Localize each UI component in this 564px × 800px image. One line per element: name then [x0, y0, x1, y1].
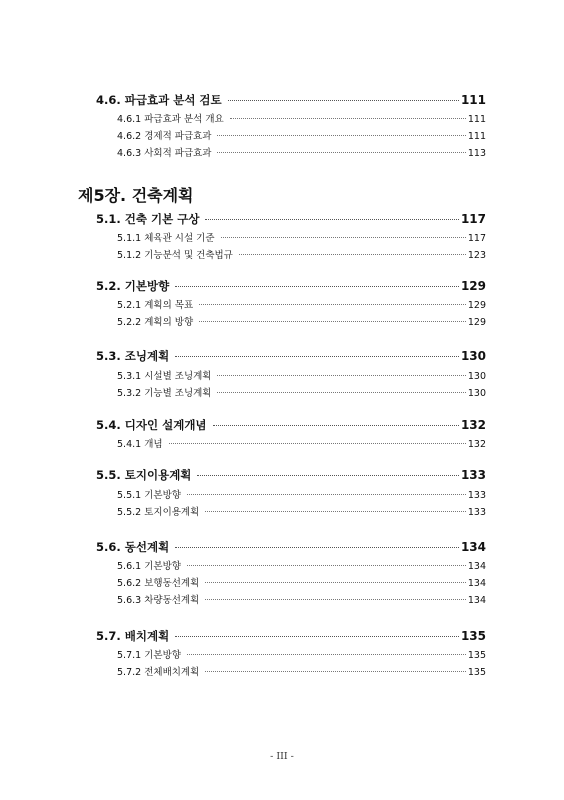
toc-entry-title: 5.1.1 체육관 시설 기준	[117, 233, 215, 244]
toc-entry-4-6	[96, 92, 486, 108]
toc-entry-5-6-1	[117, 558, 486, 572]
toc-entry-title: 5.1. 건축 기본 구상	[96, 212, 200, 226]
toc-entry-title: 5.6.1 기본방향	[117, 561, 181, 572]
toc-entry-title: 5.5.2 토지이용계획	[117, 507, 200, 518]
leader-dots	[175, 547, 459, 548]
leader-dots	[205, 582, 466, 583]
toc-entry-title: 5.2. 기본방향	[96, 279, 170, 293]
leader-dots	[199, 304, 466, 305]
toc-entry-title: 5.2.2 계획의 방향	[117, 317, 194, 328]
leader-dots	[175, 356, 459, 357]
leader-dots	[169, 443, 466, 444]
leader-dots	[221, 237, 466, 238]
toc-entry-title: 5.6.2 보행동선계획	[117, 578, 200, 589]
toc-page-number: 117	[460, 212, 486, 226]
toc-entry-title: 5.6. 동선계획	[96, 540, 170, 554]
toc-page-number: 117	[467, 233, 486, 244]
toc-page-number: 135	[467, 667, 486, 678]
leader-dots	[217, 135, 465, 136]
toc-entry-4-6-1	[117, 111, 486, 125]
toc-entry-title: 5.3.1 시설별 조닝계획	[117, 371, 212, 382]
toc-entry-5-6	[96, 539, 486, 555]
leader-dots	[217, 375, 465, 376]
chapter-heading: 제5장. 건축계획	[78, 186, 194, 205]
page-footer-number: - III -	[270, 751, 294, 762]
toc-entry-5-4	[96, 417, 486, 433]
toc-entry-title: 5.4.1 개념	[117, 439, 163, 450]
toc-page-number: 135	[467, 650, 486, 661]
toc-entry-title: 5.3. 조닝계획	[96, 349, 170, 363]
toc-page-number: 132	[467, 439, 486, 450]
leader-dots	[217, 152, 465, 153]
toc-entry-title: 4.6.3 사회적 파급효과	[117, 148, 212, 159]
leader-dots	[197, 475, 459, 476]
toc-page-number: 130	[460, 349, 486, 363]
toc-entry-title: 5.4. 디자인 설계개념	[96, 418, 207, 432]
leader-dots	[205, 599, 466, 600]
leader-dots	[213, 425, 459, 426]
toc-page-number: 134	[467, 595, 486, 606]
toc-entry-title: 5.7.2 전체배치계획	[117, 667, 200, 678]
toc-page-number: 134	[467, 578, 486, 589]
toc-entry-5-3-1	[117, 368, 486, 382]
toc-entry-title: 5.3.2 기능별 조닝계획	[117, 388, 212, 399]
leader-dots	[175, 286, 459, 287]
toc-entry-title: 5.1.2 기능분석 및 건축법규	[117, 250, 233, 261]
leader-dots	[205, 511, 466, 512]
toc-page-number: 130	[467, 388, 486, 399]
leader-dots	[205, 671, 466, 672]
toc-entry-5-7-1	[117, 647, 486, 661]
leader-dots	[187, 654, 466, 655]
toc-entry-5-1-1	[117, 230, 486, 244]
toc-page-number: 130	[467, 371, 486, 382]
toc-entry-5-5	[96, 467, 486, 483]
leader-dots	[199, 321, 466, 322]
toc-page-number: 129	[460, 279, 486, 293]
toc-entry-5-2-1	[117, 297, 486, 311]
toc-entry-5-4-1	[117, 436, 486, 450]
toc-entry-5-2	[96, 278, 486, 294]
leader-dots	[230, 118, 466, 119]
toc-page-number: 129	[467, 300, 486, 311]
toc-page-number: 135	[460, 629, 486, 643]
leader-dots	[239, 254, 466, 255]
leader-dots	[228, 100, 459, 101]
leader-dots	[205, 219, 459, 220]
toc-page-number: 133	[460, 468, 486, 482]
toc-entry-title: 5.2.1 계획의 목표	[117, 300, 194, 311]
toc-entry-5-7-2	[117, 664, 486, 678]
toc-page-number: 123	[467, 250, 486, 261]
toc-entry-5-6-2	[117, 575, 486, 589]
toc-entry-5-1	[96, 211, 486, 227]
leader-dots	[187, 565, 466, 566]
toc-entry-4-6-3	[117, 145, 486, 159]
toc-entry-5-5-1	[117, 487, 486, 501]
leader-dots	[187, 494, 466, 495]
toc-page-number: 133	[467, 507, 486, 518]
toc-page-number: 134	[467, 561, 486, 572]
toc-entry-5-3-2	[117, 385, 486, 399]
toc-entry-5-3	[96, 348, 486, 364]
toc-entry-5-7	[96, 628, 486, 644]
toc-page-number: 132	[460, 418, 486, 432]
toc-entry-title: 4.6.2 경제적 파급효과	[117, 131, 212, 142]
toc-entry-5-2-2	[117, 314, 486, 328]
toc-entry-5-1-2	[117, 247, 486, 261]
toc-entry-title: 5.7. 배치계획	[96, 629, 170, 643]
toc-entry-title: 4.6. 파급효과 분석 검토	[96, 93, 222, 107]
leader-dots	[175, 636, 459, 637]
toc-entry-5-5-2	[117, 504, 486, 518]
toc-entry-title: 5.7.1 기본방향	[117, 650, 181, 661]
toc-page-number: 111	[460, 93, 486, 107]
toc-page-number: 111	[467, 114, 486, 125]
toc-page-number: 111	[467, 131, 486, 142]
toc-entry-title: 5.5.1 기본방향	[117, 490, 181, 501]
leader-dots	[217, 392, 465, 393]
toc-entry-title: 5.5. 토지이용계획	[96, 468, 192, 482]
toc-entry-title: 4.6.1 파급효과 분석 개요	[117, 114, 224, 125]
toc-entry-4-6-2	[117, 128, 486, 142]
toc-entry-5-6-3	[117, 592, 486, 606]
toc-page-number: 113	[467, 148, 486, 159]
toc-page-number: 129	[467, 317, 486, 328]
toc-page-number: 133	[467, 490, 486, 501]
toc-entry-title: 5.6.3 차량동선계획	[117, 595, 200, 606]
toc-page-number: 134	[460, 540, 486, 554]
